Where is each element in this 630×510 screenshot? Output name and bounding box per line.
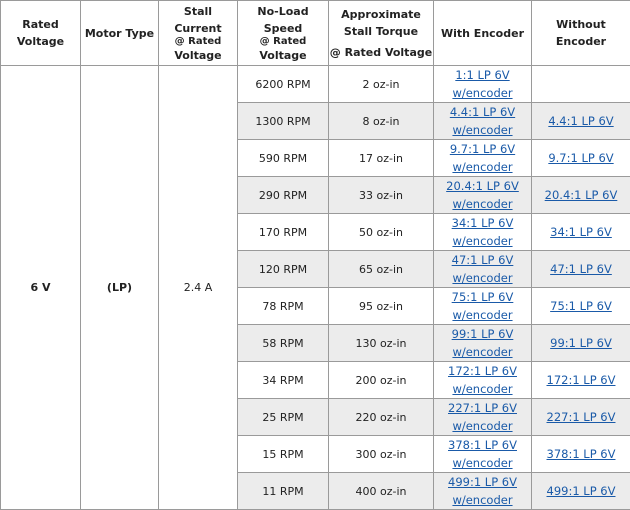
link-text: 1:1 LP 6V xyxy=(434,66,531,84)
stall-torque-cell: 220 oz-in xyxy=(329,399,434,436)
no-load-speed-cell: 34 RPM xyxy=(238,362,329,399)
header-text: Voltage xyxy=(238,47,328,64)
without-encoder-link[interactable]: 499:1 LP 6V xyxy=(547,484,616,498)
with-encoder-link[interactable] xyxy=(434,288,531,324)
link-text: 34:1 LP 6V xyxy=(434,214,531,232)
link-text: 172:1 LP 6V xyxy=(434,362,531,380)
header-motor-type xyxy=(81,1,159,66)
without-encoder-cell xyxy=(532,473,630,510)
header-text: Current xyxy=(159,20,237,37)
link-text: w/encoder xyxy=(434,343,531,361)
link-text: 378:1 LP 6V xyxy=(434,436,531,454)
without-encoder-link[interactable]: 227:1 LP 6V xyxy=(547,410,616,424)
no-load-speed-cell: 120 RPM xyxy=(238,251,329,288)
header-text: @ Rated Voltage xyxy=(329,44,433,61)
header-text: Voltage xyxy=(1,33,80,50)
no-load-speed-cell: 15 RPM xyxy=(238,436,329,473)
with-encoder-cell xyxy=(434,103,532,140)
stall-torque-cell: 130 oz-in xyxy=(329,325,434,362)
link-text: w/encoder xyxy=(434,158,531,176)
link-text: 20.4:1 LP 6V xyxy=(434,177,531,195)
with-encoder-link[interactable] xyxy=(434,214,531,250)
header-text: Stall Torque xyxy=(329,23,433,40)
with-encoder-cell xyxy=(434,177,532,214)
rated-voltage-cell: 6 V xyxy=(1,66,81,510)
without-encoder-cell xyxy=(532,214,630,251)
without-encoder-link[interactable]: 47:1 LP 6V xyxy=(550,262,612,276)
header-text: @ Rated xyxy=(159,37,237,47)
header-text: Voltage xyxy=(159,47,237,64)
with-encoder-cell xyxy=(434,325,532,362)
header-text: Rated xyxy=(1,16,80,33)
link-text: w/encoder xyxy=(434,232,531,250)
spec-table-body xyxy=(1,66,630,510)
header-stall-torque xyxy=(329,1,434,66)
link-text: 4.4:1 LP 6V xyxy=(434,103,531,121)
stall-torque-cell: 17 oz-in xyxy=(329,140,434,177)
without-encoder-cell xyxy=(532,177,630,214)
without-encoder-link[interactable]: 20.4:1 LP 6V xyxy=(545,188,618,202)
without-encoder-cell xyxy=(532,325,630,362)
with-encoder-link[interactable] xyxy=(434,473,531,509)
no-load-speed-cell: 58 RPM xyxy=(238,325,329,362)
no-load-speed-cell: 11 RPM xyxy=(238,473,329,510)
no-load-speed-cell: 78 RPM xyxy=(238,288,329,325)
link-text: w/encoder xyxy=(434,417,531,435)
no-load-speed-cell: 290 RPM xyxy=(238,177,329,214)
with-encoder-link[interactable] xyxy=(434,251,531,287)
header-text: Approximate xyxy=(329,6,433,23)
without-encoder-link[interactable]: 75:1 LP 6V xyxy=(550,299,612,313)
no-load-speed-cell: 1300 RPM xyxy=(238,103,329,140)
without-encoder-cell xyxy=(532,103,630,140)
with-encoder-link[interactable] xyxy=(434,140,531,176)
header-with-encoder xyxy=(434,1,532,66)
stall-torque-cell: 65 oz-in xyxy=(329,251,434,288)
header-text: Speed xyxy=(238,20,328,37)
stall-torque-cell: 33 oz-in xyxy=(329,177,434,214)
with-encoder-cell xyxy=(434,436,532,473)
header-no-load-speed xyxy=(238,1,329,66)
with-encoder-link[interactable] xyxy=(434,103,531,139)
header-text: Motor Type xyxy=(81,25,158,42)
stall-torque-cell: 2 oz-in xyxy=(329,66,434,103)
header-without-encoder xyxy=(532,1,630,66)
with-encoder-cell xyxy=(434,214,532,251)
with-encoder-link[interactable] xyxy=(434,399,531,435)
header-rated-voltage xyxy=(1,1,81,66)
without-encoder-link[interactable]: 378:1 LP 6V xyxy=(547,447,616,461)
with-encoder-link[interactable] xyxy=(434,362,531,398)
link-text: 227:1 LP 6V xyxy=(434,399,531,417)
motor-type-cell: (LP) xyxy=(81,66,159,510)
stall-torque-cell: 400 oz-in xyxy=(329,473,434,510)
without-encoder-cell xyxy=(532,251,630,288)
with-encoder-cell xyxy=(434,473,532,510)
without-encoder-cell xyxy=(532,66,630,103)
link-text: 99:1 LP 6V xyxy=(434,325,531,343)
link-text: w/encoder xyxy=(434,454,531,472)
header-text: No-Load xyxy=(238,3,328,20)
without-encoder-link[interactable]: 34:1 LP 6V xyxy=(550,225,612,239)
header-stall-current xyxy=(159,1,238,66)
without-encoder-link[interactable]: 172:1 LP 6V xyxy=(547,373,616,387)
with-encoder-link[interactable] xyxy=(434,66,531,102)
link-text: 499:1 LP 6V xyxy=(434,473,531,491)
stall-torque-cell: 300 oz-in xyxy=(329,436,434,473)
without-encoder-link[interactable]: 99:1 LP 6V xyxy=(550,336,612,350)
link-text: w/encoder xyxy=(434,491,531,509)
link-text: 75:1 LP 6V xyxy=(434,288,531,306)
link-text: w/encoder xyxy=(434,195,531,213)
stall-torque-cell: 95 oz-in xyxy=(329,288,434,325)
without-encoder-cell xyxy=(532,288,630,325)
link-text: w/encoder xyxy=(434,269,531,287)
table-row xyxy=(1,66,630,103)
without-encoder-link[interactable]: 9.7:1 LP 6V xyxy=(548,151,613,165)
stall-current-cell: 2.4 A xyxy=(159,66,238,510)
no-load-speed-cell: 25 RPM xyxy=(238,399,329,436)
with-encoder-cell xyxy=(434,66,532,103)
with-encoder-cell xyxy=(434,399,532,436)
without-encoder-cell xyxy=(532,362,630,399)
no-load-speed-cell: 590 RPM xyxy=(238,140,329,177)
without-encoder-cell xyxy=(532,399,630,436)
stall-torque-cell: 200 oz-in xyxy=(329,362,434,399)
no-load-speed-cell: 6200 RPM xyxy=(238,66,329,103)
with-encoder-cell xyxy=(434,288,532,325)
with-encoder-cell xyxy=(434,251,532,288)
with-encoder-cell xyxy=(434,362,532,399)
header-row xyxy=(1,1,630,66)
header-text: Stall xyxy=(159,3,237,20)
stall-torque-cell: 8 oz-in xyxy=(329,103,434,140)
without-encoder-cell xyxy=(532,140,630,177)
with-encoder-link[interactable] xyxy=(434,177,531,213)
header-text: Without Encoder xyxy=(532,16,630,50)
with-encoder-cell xyxy=(434,140,532,177)
without-encoder-cell xyxy=(532,436,630,473)
link-text: w/encoder xyxy=(434,84,531,102)
with-encoder-link[interactable] xyxy=(434,436,531,472)
stall-torque-cell: 50 oz-in xyxy=(329,214,434,251)
with-encoder-link[interactable] xyxy=(434,325,531,361)
without-encoder-link[interactable]: 4.4:1 LP 6V xyxy=(548,114,613,128)
header-text: @ Rated xyxy=(238,37,328,47)
no-load-speed-cell: 170 RPM xyxy=(238,214,329,251)
link-text: 47:1 LP 6V xyxy=(434,251,531,269)
link-text: w/encoder xyxy=(434,306,531,324)
link-text: w/encoder xyxy=(434,121,531,139)
link-text: w/encoder xyxy=(434,380,531,398)
link-text: 9.7:1 LP 6V xyxy=(434,140,531,158)
header-text: With Encoder xyxy=(434,25,531,42)
